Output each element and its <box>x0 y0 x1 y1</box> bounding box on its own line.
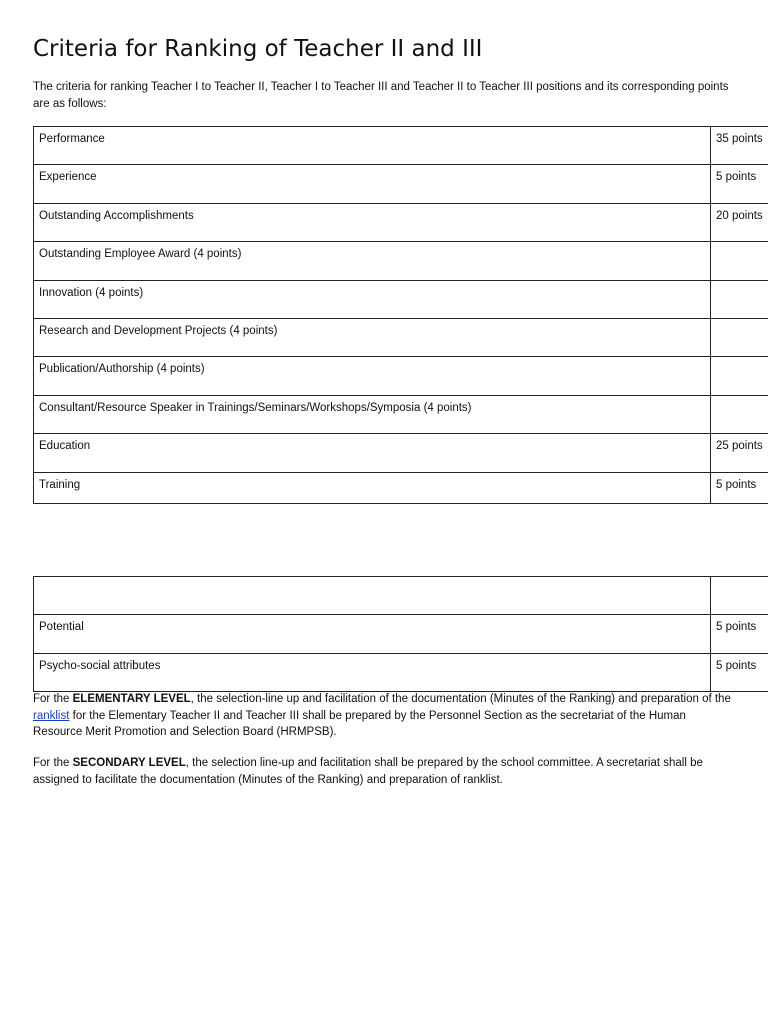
paragraph-text: , the selection-line up and facilitation of the documentation (Minutes of the Ranking) and preparation of the <box>190 693 731 705</box>
points-cell <box>711 280 768 318</box>
points-cell: 25 points <box>711 434 768 472</box>
secondary-level-paragraph <box>33 755 738 788</box>
elementary-level-paragraph <box>33 691 738 741</box>
criterion-cell: Outstanding Employee Award (4 points) <box>34 242 711 280</box>
points-cell: 5 points <box>711 615 768 653</box>
points-cell: 5 points <box>711 165 768 203</box>
criterion-cell: Training <box>34 472 711 503</box>
paragraph-text: For the <box>33 757 73 769</box>
ranklist-link[interactable]: ranklist <box>33 709 70 722</box>
criterion-cell: Potential <box>34 615 711 653</box>
intro-paragraph: The criteria for ranking Teacher I to Teacher II, Teacher I to Teacher III and Teacher II to Teacher III positions and its corresponding points are as follows: <box>33 81 729 110</box>
paragraph-text: , the selection line-up and facilitation shall be prepared by the school committee. A secretariat shall be assigned to facilitate the documentation (Minutes of the Ranking) and preparation of ranklist. <box>33 757 703 786</box>
table-row <box>34 357 768 395</box>
paragraph-text: for the Elementary Teacher II and Teacher III shall be prepared by the Personnel Section as the secretariat of the Human Resource Merit Promotion and Selection Board (HRMPSB). <box>33 709 686 738</box>
criterion-cell: Outstanding Accomplishments <box>34 203 711 241</box>
criterion-cell: Innovation (4 points) <box>34 280 711 318</box>
table-row <box>34 127 768 165</box>
criterion-cell <box>34 577 711 615</box>
points-cell: 35 points <box>711 127 768 165</box>
page-title: Criteria for Ranking of Teacher II and III <box>33 36 483 62</box>
table-row <box>34 242 768 280</box>
points-cell <box>711 357 768 395</box>
criterion-cell: Experience <box>34 165 711 203</box>
criterion-cell: Psycho-social attributes <box>34 653 711 691</box>
points-cell: 5 points <box>711 472 768 503</box>
table-row <box>34 165 768 203</box>
emphasis-text: ELEMENTARY LEVEL <box>72 693 191 705</box>
criterion-cell: Consultant/Resource Speaker in Trainings/Seminars/Workshops/Symposia (4 points) <box>34 395 711 433</box>
criterion-cell: Publication/Authorship (4 points) <box>34 357 711 395</box>
points-cell <box>711 318 768 356</box>
table-row <box>34 577 768 615</box>
criterion-cell: Research and Development Projects (4 points) <box>34 318 711 356</box>
table-row <box>34 395 768 433</box>
table-row <box>34 318 768 356</box>
table-row <box>34 653 768 691</box>
points-cell: 20 points <box>711 203 768 241</box>
points-cell <box>711 395 768 433</box>
points-cell <box>711 242 768 280</box>
emphasis-text: SECONDARY LEVEL <box>72 757 186 769</box>
criterion-cell: Performance <box>34 127 711 165</box>
table-row <box>34 203 768 241</box>
criteria-table-main <box>33 126 768 504</box>
points-cell <box>711 577 768 615</box>
paragraph-text: For the <box>33 693 73 705</box>
criterion-cell: Education <box>34 434 711 472</box>
criteria-table-secondary <box>33 576 768 692</box>
table-row <box>34 615 768 653</box>
table-row <box>34 472 768 503</box>
table-row <box>34 280 768 318</box>
points-cell: 5 points <box>711 653 768 691</box>
table-row <box>34 434 768 472</box>
